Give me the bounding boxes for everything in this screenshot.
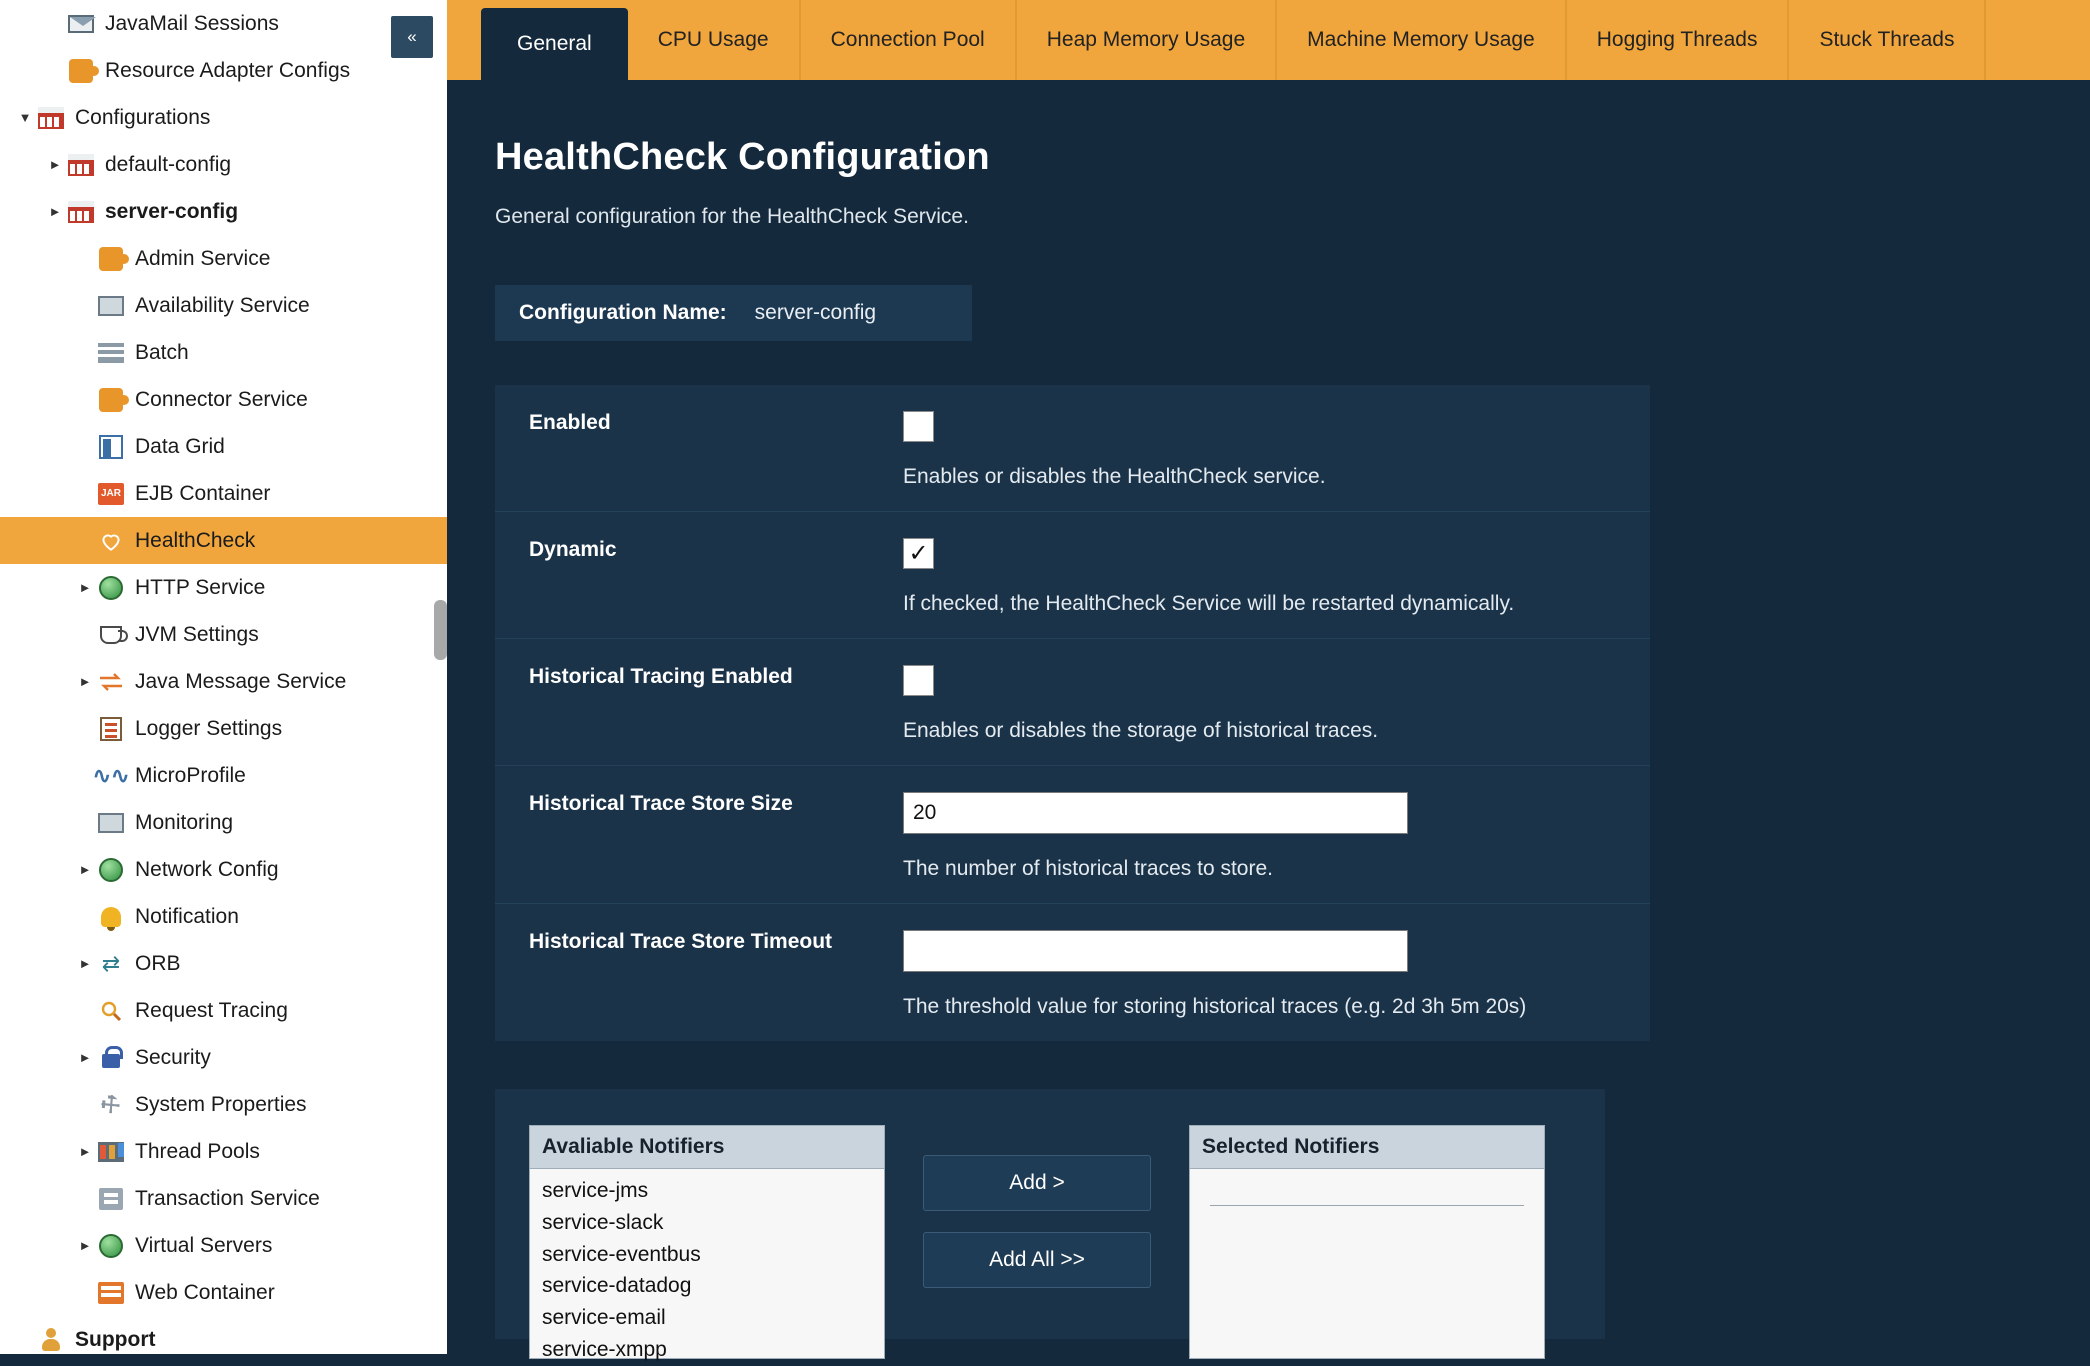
twisty-placeholder <box>74 705 96 752</box>
sidebar-item-notification[interactable] <box>0 893 447 940</box>
message-exchange-icon <box>96 667 126 697</box>
available-notifiers-listbox[interactable] <box>529 1125 885 1362</box>
orb-icon: ⇄ <box>101 950 121 976</box>
sidebar-item-transaction-service[interactable] <box>0 1175 447 1222</box>
sidebar-item-label: Resource Adapter Configs <box>105 58 351 82</box>
person-icon <box>36 1325 66 1355</box>
tab-general[interactable] <box>481 8 628 80</box>
field-wrapper-enabled <box>903 411 1650 489</box>
sidebar-item-availability-service[interactable] <box>0 282 447 329</box>
chevron-right-icon[interactable]: ► <box>78 1238 92 1253</box>
sidebar-item-data-grid[interactable] <box>0 423 447 470</box>
bell-icon <box>96 902 126 932</box>
twisty-placeholder <box>74 1269 96 1316</box>
field-label-dynamic: Dynamic <box>529 538 617 561</box>
monitor-icon <box>96 808 126 838</box>
form-row-dynamic <box>495 512 1650 639</box>
chevron-right-icon[interactable]: ► <box>78 580 92 595</box>
chevron-right-icon[interactable]: ► <box>78 674 92 689</box>
indent-spacer <box>0 235 74 282</box>
sidebar-item-label: Monitoring <box>135 810 234 834</box>
sidebar-item-label: Availability Service <box>135 293 310 317</box>
notifiers-section <box>495 1089 1605 1362</box>
thread-pools-icon <box>96 1137 126 1167</box>
form-row-historical-tracing-enabled <box>495 639 1650 766</box>
twisty-placeholder <box>44 0 66 47</box>
coffee-cup-icon <box>96 620 126 650</box>
sidebar-item-label: Connector Service <box>135 387 308 411</box>
indent-spacer <box>0 846 74 893</box>
indent-spacer <box>0 94 14 141</box>
config-icon <box>36 103 66 133</box>
twisty-placeholder <box>74 517 96 564</box>
indent-spacer <box>0 470 74 517</box>
sidebar-item-resource-adapter-configs[interactable] <box>0 47 447 94</box>
checkbox-dynamic[interactable]: ✓ <box>903 538 934 569</box>
sidebar-item-label: JVM Settings <box>135 622 259 646</box>
sidebar-item-healthcheck[interactable] <box>0 517 447 564</box>
sidebar-item-virtual-servers[interactable] <box>0 1222 447 1269</box>
sidebar-item-label: EJB Container <box>135 481 271 505</box>
healthcheck-settings-form <box>495 385 1650 1041</box>
twisty-placeholder <box>74 799 96 846</box>
form-row-historical-trace-store-timeout <box>495 904 1650 1041</box>
sidebar-item-label: Network Config <box>135 857 279 881</box>
twisty-placeholder <box>74 1175 96 1222</box>
sidebar-item-label: Thread Pools <box>135 1139 260 1163</box>
tab-label: Machine Memory Usage <box>1307 28 1535 51</box>
tab-connection-pool[interactable] <box>801 0 1017 80</box>
tab-label: Heap Memory Usage <box>1046 28 1246 51</box>
indent-spacer <box>0 1269 74 1316</box>
indent-spacer <box>0 376 74 423</box>
checkbox-historical-tracing-enabled[interactable] <box>903 665 934 696</box>
field-label-historical-trace-store-size: Historical Trace Store Size <box>529 792 793 815</box>
indent-spacer <box>0 1222 74 1269</box>
indent-spacer <box>0 752 74 799</box>
content-body <box>447 136 2090 1362</box>
indent-spacer <box>0 423 74 470</box>
twisty-placeholder <box>74 611 96 658</box>
checkbox-enabled[interactable] <box>903 411 934 442</box>
indent-spacer <box>0 658 74 705</box>
search-icon <box>96 996 126 1026</box>
tab-stuck-threads[interactable] <box>1789 0 1986 80</box>
transaction-icon <box>96 1184 126 1214</box>
batch-icon <box>96 338 126 368</box>
sidebar-item-javamail-sessions[interactable] <box>0 0 447 47</box>
list-item[interactable]: service-eventbus <box>542 1242 701 1266</box>
twisty-placeholder <box>74 235 96 282</box>
indent-spacer <box>0 1081 74 1128</box>
heart-icon <box>96 526 126 556</box>
field-wrapper-historical-trace-store-timeout <box>903 930 1650 1019</box>
field-help-historical-tracing-enabled: Enables or disables the storage of historical traces. <box>903 719 1379 742</box>
indent-spacer <box>0 893 74 940</box>
logger-icon <box>96 714 126 744</box>
sidebar-item-monitoring[interactable] <box>0 799 447 846</box>
jar-icon: JAR <box>96 479 126 509</box>
puzzle-icon <box>96 385 126 415</box>
twisty-placeholder <box>74 1081 96 1128</box>
monitor-icon <box>96 291 126 321</box>
sidebar-item-configurations[interactable] <box>0 94 447 141</box>
tab-label: General <box>517 32 592 55</box>
sidebar-item-label: ORB <box>135 951 181 975</box>
indent-spacer <box>0 940 74 987</box>
microprofile-icon: ∿∿ <box>92 762 130 788</box>
indent-spacer <box>0 987 74 1034</box>
notifier-transfer-buttons[interactable] <box>923 1125 1151 1288</box>
indent-spacer <box>0 705 74 752</box>
field-wrapper-dynamic <box>903 538 1650 616</box>
sidebar-item-jvm-settings[interactable] <box>0 611 447 658</box>
list-item[interactable]: service-xmpp <box>542 1338 667 1362</box>
sidebar-item-label: Configurations <box>75 105 211 129</box>
sidebar-item-label: Notification <box>135 904 239 928</box>
twisty-placeholder <box>74 329 96 376</box>
sidebar-collapse-button[interactable] <box>391 16 433 58</box>
input-historical-trace-store-size[interactable] <box>903 792 1408 834</box>
chevron-right-icon[interactable]: ► <box>48 204 62 219</box>
sidebar-item-web-container[interactable] <box>0 1269 447 1316</box>
list-item[interactable]: service-jms <box>542 1179 649 1202</box>
tab-label: CPU Usage <box>657 28 769 51</box>
page-title: HealthCheck Configuration <box>495 136 990 178</box>
twisty-placeholder <box>74 893 96 940</box>
sidebar-item-label: Java Message Service <box>135 669 347 693</box>
main-content-area <box>447 0 2090 1362</box>
indent-spacer <box>0 188 44 235</box>
configuration-name-bar <box>495 285 972 341</box>
wrench-icon: ⚒ <box>95 1088 127 1121</box>
indent-spacer <box>0 282 74 329</box>
selected-notifiers-listbox[interactable] <box>1189 1125 1545 1359</box>
sidebar-item-network-config[interactable] <box>0 846 447 893</box>
sidebar-item-system-properties[interactable] <box>0 1081 447 1128</box>
sidebar-item-label: HealthCheck <box>135 528 256 552</box>
field-help-enabled: Enables or disables the HealthCheck service. <box>903 465 1326 488</box>
indent-spacer <box>0 1128 74 1175</box>
tab-label: Connection Pool <box>830 28 985 51</box>
selected-notifiers-divider <box>1210 1205 1524 1206</box>
sidebar-item-logger-settings[interactable] <box>0 705 447 752</box>
field-wrapper-historical-trace-store-size <box>903 792 1650 881</box>
indent-spacer <box>0 517 74 564</box>
twisty-placeholder <box>14 1316 36 1363</box>
sidebar-item-label: default-config <box>105 152 232 176</box>
sidebar-item-label: server-config <box>105 199 239 223</box>
field-label-historical-tracing-enabled: Historical Tracing Enabled <box>529 665 793 688</box>
sidebar-item-ejb-container[interactable] <box>0 470 447 517</box>
chevron-right-icon[interactable]: ► <box>78 1050 92 1065</box>
sidebar-item-label: Admin Service <box>135 246 271 270</box>
selected-notifiers-options[interactable] <box>1189 1169 1545 1359</box>
sidebar-item-label: Web Container <box>135 1280 275 1304</box>
sidebar-tree-panel <box>0 0 447 1354</box>
sidebar-item-label: Data Grid <box>135 434 225 458</box>
indent-spacer <box>0 611 74 658</box>
twisty-placeholder <box>74 282 96 329</box>
tab-hogging-threads[interactable] <box>1567 0 1790 80</box>
config-icon <box>66 150 96 180</box>
chevron-right-icon[interactable]: ► <box>78 862 92 877</box>
page-subtitle: General configuration for the HealthCheck Service. <box>495 205 969 228</box>
sidebar-item-admin-service[interactable] <box>0 235 447 282</box>
sidebar-scrollbar-thumb[interactable] <box>434 600 447 660</box>
navigation-tree[interactable] <box>0 0 447 1363</box>
sidebar-item-label: HTTP Service <box>135 575 266 599</box>
field-label-historical-trace-store-timeout: Historical Trace Store Timeout <box>529 930 833 953</box>
indent-spacer <box>0 47 44 94</box>
tab-label: Stuck Threads <box>1819 28 1955 51</box>
sidebar-item-label: Batch <box>135 340 189 364</box>
list-item[interactable]: service-datadog <box>542 1274 692 1298</box>
puzzle-icon <box>96 244 126 274</box>
chevron-right-icon[interactable]: ► <box>48 157 62 172</box>
sidebar-item-default-config[interactable] <box>0 141 447 188</box>
twisty-placeholder <box>74 423 96 470</box>
chevron-down-icon[interactable]: ▼ <box>18 110 32 125</box>
sidebar-item-microprofile[interactable] <box>0 752 447 799</box>
twisty-placeholder <box>74 470 96 517</box>
notifier-button-1[interactable]: Add All >> <box>923 1232 1151 1288</box>
field-wrapper-historical-tracing-enabled <box>903 665 1650 743</box>
sidebar-item-orb[interactable] <box>0 940 447 987</box>
config-icon <box>66 197 96 227</box>
sidebar-item-server-config[interactable] <box>0 188 447 235</box>
sidebar-item-label: Virtual Servers <box>135 1233 273 1257</box>
notifier-button-0[interactable]: Add > <box>923 1155 1151 1211</box>
lock-icon <box>96 1043 126 1073</box>
sidebar-item-batch[interactable] <box>0 329 447 376</box>
chevron-right-icon[interactable]: ► <box>78 956 92 971</box>
envelope-icon <box>66 9 96 39</box>
sidebar-item-http-service[interactable] <box>0 564 447 611</box>
form-row-enabled <box>495 385 1650 512</box>
twisty-placeholder <box>74 987 96 1034</box>
datagrid-icon <box>96 432 126 462</box>
list-item[interactable]: service-email <box>542 1306 666 1330</box>
indent-spacer <box>0 564 74 611</box>
indent-spacer <box>0 1175 74 1222</box>
indent-spacer <box>0 1316 14 1363</box>
sidebar-item-label: MicroProfile <box>135 763 246 787</box>
web-container-icon <box>96 1278 126 1308</box>
tab-machine-memory-usage[interactable] <box>1277 0 1567 80</box>
configuration-name-label: Configuration Name: <box>519 301 727 324</box>
sidebar-item-label: Support <box>75 1327 156 1351</box>
twisty-placeholder <box>74 376 96 423</box>
indent-spacer <box>0 799 74 846</box>
sidebar-item-support[interactable] <box>0 1316 447 1363</box>
selected-notifiers-header: Selected Notifiers <box>1189 1125 1545 1169</box>
sidebar-item-request-tracing[interactable] <box>0 987 447 1034</box>
globe-icon <box>96 573 126 603</box>
sidebar-item-security[interactable] <box>0 1034 447 1081</box>
collapse-icon: « <box>407 27 417 46</box>
indent-spacer <box>0 141 44 188</box>
form-row-historical-trace-store-size <box>495 766 1650 904</box>
configuration-name-value: server-config <box>754 301 877 324</box>
chevron-right-icon[interactable]: ► <box>78 1144 92 1159</box>
sidebar-item-label: Transaction Service <box>135 1186 320 1210</box>
list-item[interactable]: service-slack <box>542 1210 664 1234</box>
sidebar-item-label: System Properties <box>135 1092 307 1116</box>
available-notifiers-header: Avaliable Notifiers <box>529 1125 885 1169</box>
available-notifiers-options[interactable] <box>529 1169 885 1362</box>
sidebar-item-label: Request Tracing <box>135 998 288 1022</box>
sidebar-item-java-message-service[interactable] <box>0 658 447 705</box>
sidebar-item-thread-pools[interactable] <box>0 1128 447 1175</box>
globe-icon <box>96 1231 126 1261</box>
tab-label: Hogging Threads <box>1596 28 1758 51</box>
globe-icon <box>96 855 126 885</box>
indent-spacer <box>0 0 44 47</box>
field-help-dynamic: If checked, the HealthCheck Service will be restarted dynamically. <box>903 592 1515 615</box>
tab-heap-memory-usage[interactable] <box>1017 0 1277 80</box>
indent-spacer <box>0 329 74 376</box>
tab-bar[interactable] <box>447 0 2090 80</box>
puzzle-icon <box>66 56 96 86</box>
sidebar-item-label: JavaMail Sessions <box>105 11 279 35</box>
sidebar-item-connector-service[interactable] <box>0 376 447 423</box>
field-help-historical-trace-store-size: The number of historical traces to store. <box>903 857 1273 880</box>
field-help-historical-trace-store-timeout: The threshold value for storing historical traces (e.g. 2d 3h 5m 20s) <box>903 995 1527 1018</box>
field-label-enabled: Enabled <box>529 411 611 434</box>
sidebar-item-label: Security <box>135 1045 211 1069</box>
twisty-placeholder <box>44 47 66 94</box>
tab-cpu-usage[interactable] <box>628 0 801 80</box>
input-historical-trace-store-timeout[interactable] <box>903 930 1408 972</box>
sidebar-item-label: Logger Settings <box>135 716 283 740</box>
indent-spacer <box>0 1034 74 1081</box>
